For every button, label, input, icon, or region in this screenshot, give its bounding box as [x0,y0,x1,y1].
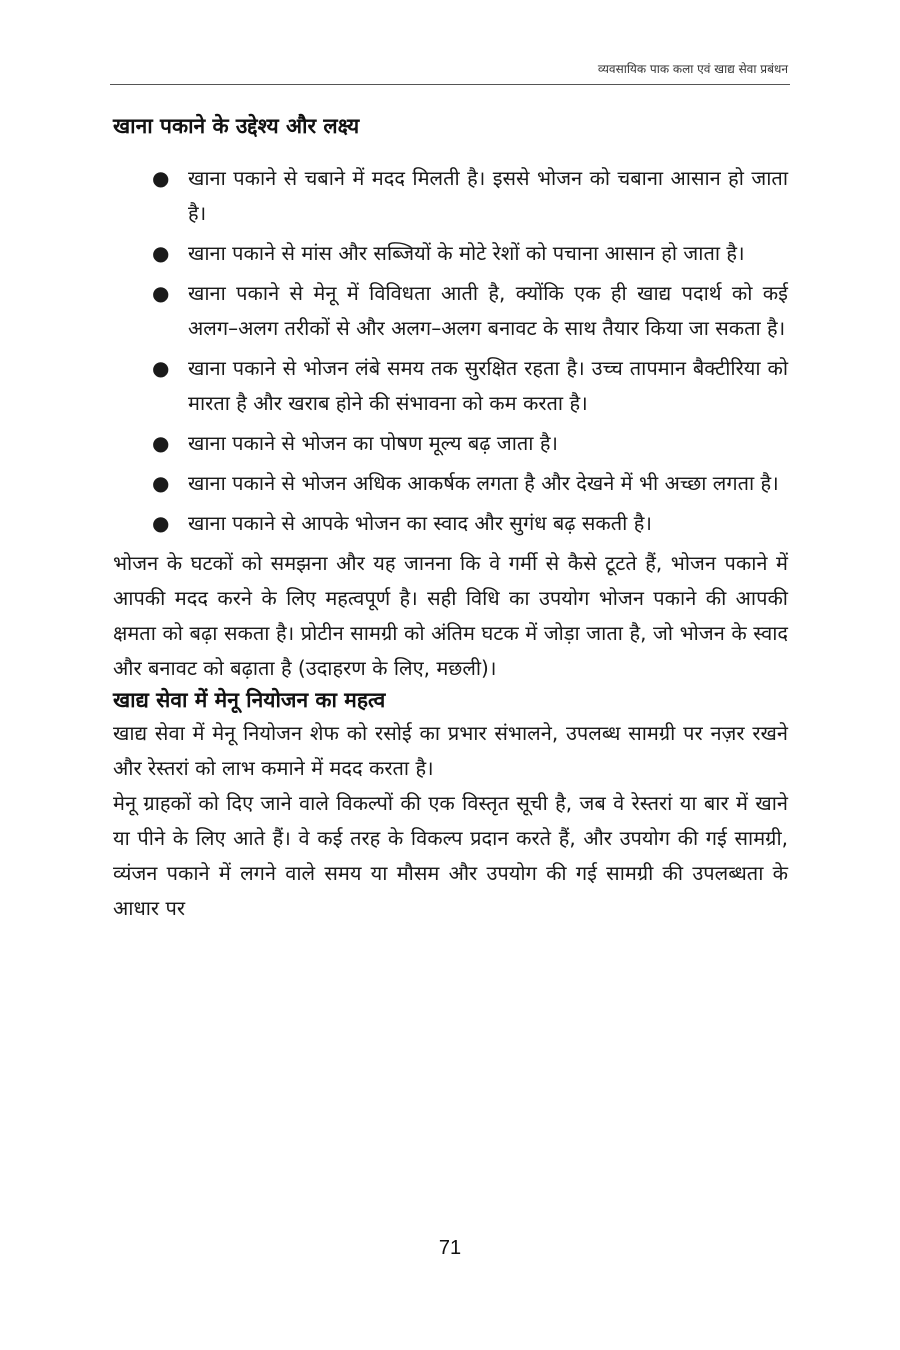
list-item [152,506,788,541]
bullet-icon: ● [152,431,170,456]
bullet-icon: ● [152,281,170,306]
bullet-icon: ● [152,241,170,266]
paragraph-menu-planning: खाद्य सेवा में मेनू नियोजन शेफ को रसोई का प्रभार संभालने, उपलब्ध सामग्री पर नज़र रखने और रेस्तरां को लाभ कमाने में मदद करता है। [113,720,788,780]
objectives-list [113,161,788,541]
paragraph-menu-definition: मेनू ग्राहकों को दिए जाने वाले विकल्पों की एक विस्तृत सूची है, जब वे रेस्तरां या बार में खाने या पीने के लिए आते हैं। वे कई तरह के विकल्प प्रदान करते हैं, और उपयोग की गई सामग्री, व्यंजन पकाने में लगने वाले समय या मौसम और उपयोग की गई सामग्री की उपलब्धता के आधार पर [113,790,788,920]
bullet-icon: ● [152,356,170,381]
list-item [152,351,788,421]
list-item-text: खाना पकाने से आपके भोजन का स्वाद और सुगंध बढ़ सकती है। [188,511,652,536]
section-heading-cooking-objectives: खाना पकाने के उद्देश्य और लक्ष्य [113,114,360,138]
list-item [152,236,788,271]
list-item-text: खाना पकाने से मांस और सब्जियों के मोटे रेशों को पचाना आसान हो जाता है। [188,241,745,266]
paragraph-food-components: भोजन के घटकों को समझना और यह जानना कि वे गर्मी से कैसे टूटते हैं, भोजन पकाने में आपकी मदद करने के लिए महत्वपूर्ण है। सही विधि का उपयोग भोजन पकाने की आपकी क्षमता को बढ़ा सकता है। प्रोटीन सामग्री को अंतिम घटक में जोड़ा जाता है, जो भोजन के स्वाद और बनावट को बढ़ाता है (उदाहरण के लिए, मछली)। [113,551,788,681]
list-item-text: खाना पकाने से मेनू में विविधता आती है, क्योंकि एक ही खाद्य पदार्थ को कई अलग–अलग तरीकों से और अलग–अलग बनावट के साथ तैयार किया जा सकता है। [188,281,788,341]
header-rule [110,84,790,85]
bullet-icon: ● [152,166,170,191]
page-number: 71 [438,1237,462,1259]
list-item-text: खाना पकाने से भोजन लंबे समय तक सुरक्षित रहता है। उच्च तापमान बैक्टीरिया को मारता है और खराब होने की संभावना को कम करता है। [188,356,788,416]
list-item [152,426,788,461]
list-item [152,466,788,501]
bullet-icon: ● [152,511,170,536]
running-header: व्यवसायिक पाक कला एवं खाद्य सेवा प्रबंधन [597,62,788,76]
section-heading-menu-planning: खाद्य सेवा में मेनू नियोजन का महत्व [113,688,386,713]
list-item [152,276,788,346]
bullet-icon: ● [152,471,170,496]
list-item [152,161,788,231]
page-content [113,112,788,926]
list-item-text: खाना पकाने से भोजन अधिक आकर्षक लगता है और देखने में भी अच्छा लगता है। [188,471,779,496]
list-item-text: खाना पकाने से भोजन का पोषण मूल्य बढ़ जाता है। [188,431,559,456]
list-item-text: खाना पकाने से चबाने में मदद मिलती है। इससे भोजन को चबाना आसान हो जाता है। [188,166,788,226]
